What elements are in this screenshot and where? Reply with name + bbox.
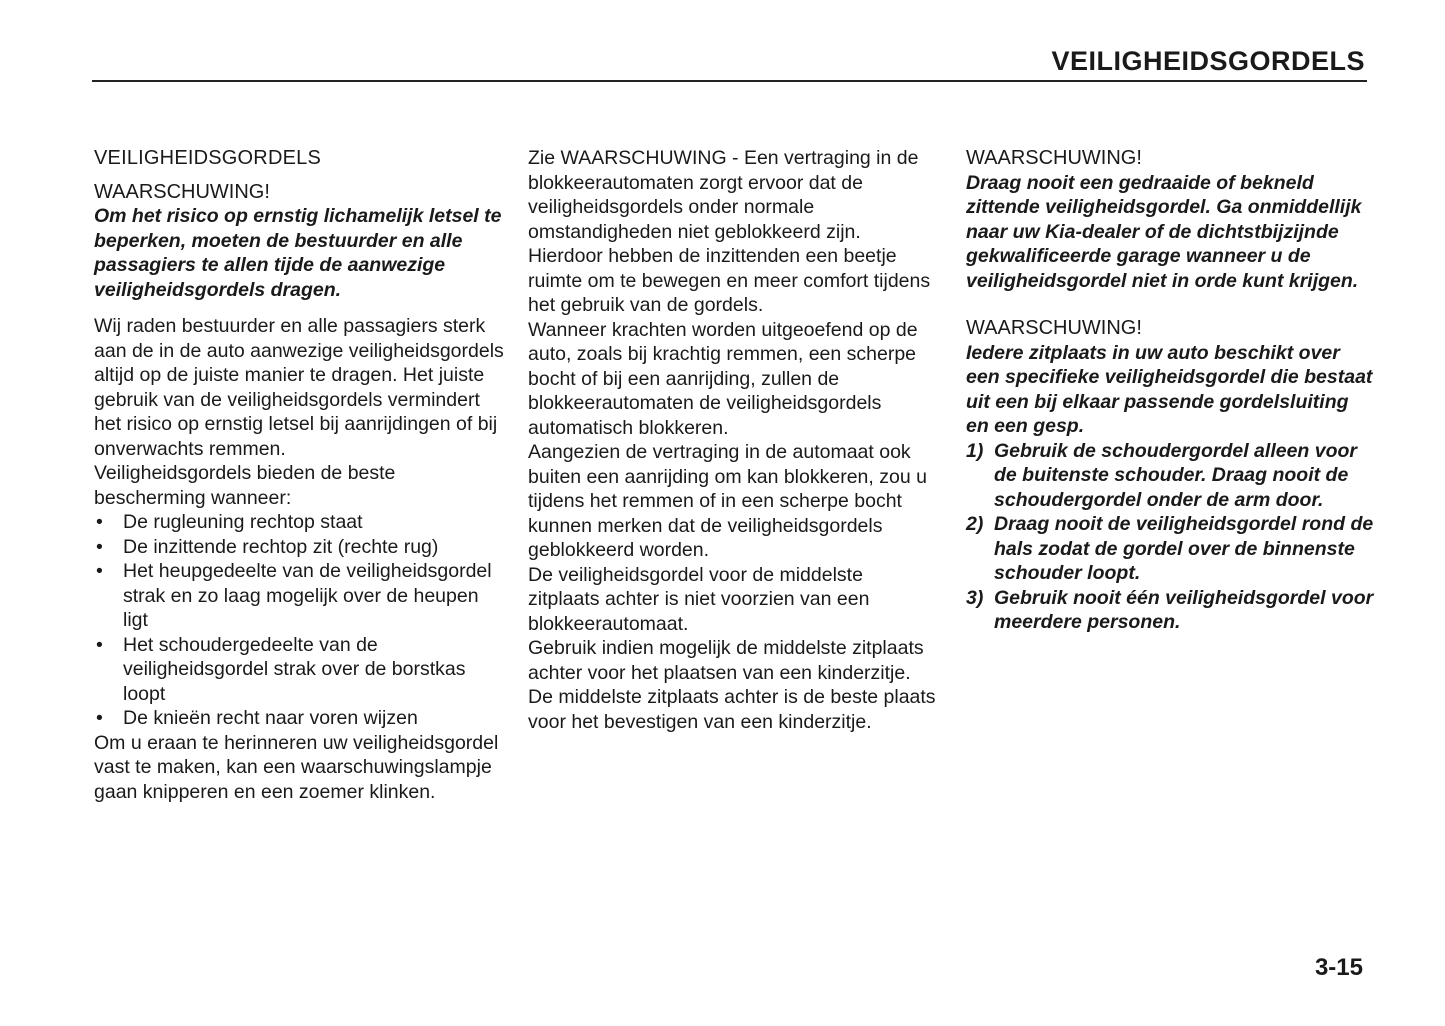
bullet-icon: •	[96, 535, 103, 558]
child-seat-paragraph: Gebruik indien mogelijk de middelste zitplaats achter voor het plaatsen van een kinderzitje. De middelste zitplaats achter is de beste plaats voor het bevestigen van een kinderzitje.	[528, 637, 936, 733]
section-title: VEILIGHEIDSGORDELS	[94, 147, 321, 169]
conditions-list	[94, 510, 504, 731]
column-2	[528, 146, 938, 734]
blocking-paragraph: Aangezien de vertraging in de automaat ook buiten een aanrijding om kan blokkeren, zou u tijdens het remmen of in een scherpe bocht kunnen merken dat de veiligheidsgordels geblokkeerd worden.	[528, 441, 927, 561]
warning-text: Om het risico op ernstig lichamelijk letsel te beperken, moeten de bestuurder en alle passagiers te allen tijde de aanwezige veiligheidsgordels dragen.	[94, 205, 502, 301]
intro-paragraph: Wij raden bestuurder en alle passagiers sterk aan de in de auto aanwezige veiligheidsgordels altijd op de juiste manier te dragen. Het juiste gebruik van de veiligheidsgordels vermindert het risico op ernstig letsel bij aanrijdingen of bij onverwachts remmen.	[94, 315, 504, 460]
warning-text: Draag nooit een gedraaide of bekneld zittende veiligheidsgordel. Ga onmiddellijk naar uw Kia-dealer of de dichtstbijzijnde gekwalificeerde garage wanneer u de veiligheidsgordel niet in orde kunt krijgen.	[966, 171, 1362, 292]
middle-seat-paragraph: De veiligheidsgordel voor de middelste zitplaats achter is niet voorzien van een blokkeerautomaat.	[528, 563, 870, 635]
column-3	[966, 146, 1376, 635]
list-item: • De knieën recht naar voren wijzen	[96, 707, 418, 729]
bullet-icon: •	[96, 560, 103, 582]
running-header-title: VEILIGHEIDSGORDELS	[1051, 46, 1365, 76]
page-number: 3-15	[1314, 954, 1363, 981]
column-1	[94, 146, 504, 804]
lead-paragraph: Veiligheidsgordels bieden de beste bescherming wanneer:	[94, 462, 396, 509]
warning-title: WAARSCHUWING!	[966, 147, 1142, 169]
delay-paragraph: Zie WAARSCHUWING - Een vertraging in de blokkeerautomaten zorgt ervoor dat de veiligheidsgordels onder normale omstandigheden niet geblokkeerd zijn. Hierdoor hebben de inzittenden een beetje ruimte om te bewegen en meer comfort tijdens het gebruik van de gordels.	[528, 147, 931, 316]
warning-title: WAARSCHUWING!	[94, 180, 270, 203]
header-rule	[92, 80, 1367, 82]
list-item: 1) Gebruik de schoudergordel alleen voor de buitenste schouder. Draag nooit de schoudergordel onder de arm door.	[966, 439, 1358, 511]
forces-paragraph: Wanneer krachten worden uitgeoefend op de auto, zoals bij krachtig remmen, een scherpe bocht of bij een aanrijding, zullen de blokkeerautomaten de veiligheidsgordels automatisch blokkeren.	[528, 318, 918, 439]
list-item: • Het schoudergedeelte van de veiligheidsgordel strak over de borstkas loopt	[96, 633, 466, 705]
warning-title: WAARSCHUWING!	[966, 317, 1142, 339]
closing-paragraph: Om u eraan te herinneren uw veiligheidsgordel vast te maken, kan een waarschuwingslampje gaan knipperen en een zoemer klinken.	[94, 731, 499, 803]
list-item: • De inzittende rechtop zit (rechte rug)	[96, 535, 439, 558]
list-item: 2) Draag nooit de veiligheidsgordel rond de hals zodat de gordel over de binnenste schouder loopt.	[966, 513, 1374, 584]
warning-text: Iedere zitplaats in uw auto beschikt over een specifieke veiligheidsgordel die bestaat uit een bij elkaar passende gordelsluiting en een gesp.	[966, 341, 1373, 437]
bullet-icon: •	[96, 707, 103, 729]
list-item: • Het heupgedeelte van de veiligheidsgordel strak en zo laag mogelijk over de heupen ligt	[96, 560, 492, 631]
bullet-icon: •	[96, 511, 103, 533]
list-item: • De rugleuning rechtop staat	[96, 511, 363, 533]
warning-numbered-list	[966, 439, 1376, 635]
bullet-icon: •	[96, 633, 103, 656]
list-item: 3) Gebruik nooit één veiligheidsgordel voor meerdere personen.	[966, 586, 1374, 633]
